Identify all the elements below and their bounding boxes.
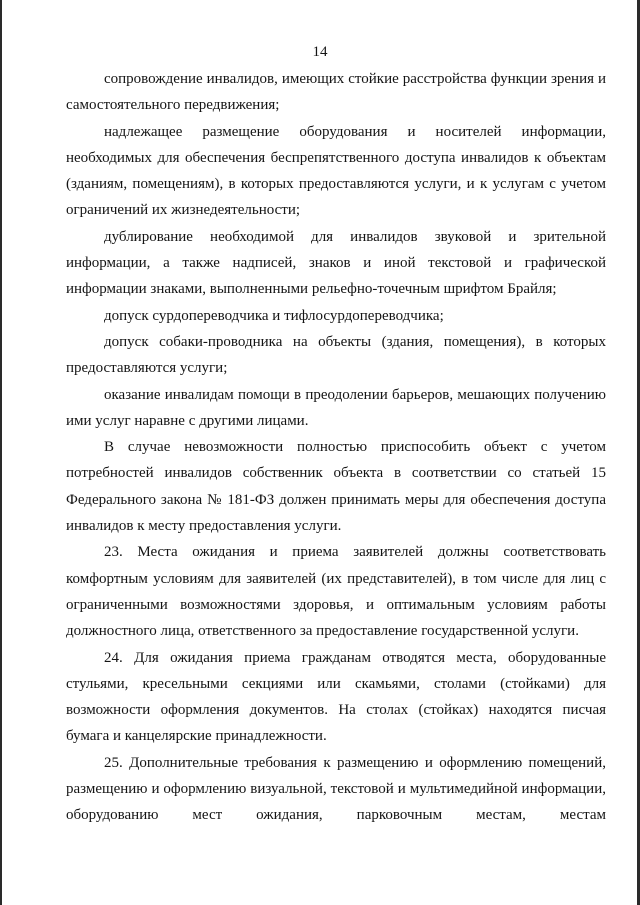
paragraph-sign-interpreter: допуск сурдопереводчика и тифлосурдопереводчика; — [104, 307, 444, 324]
page-number: 14 — [312, 44, 328, 60]
clause-24: 24. Для ожидания приема гражданам отводятся места, оборудованные стульями, кресельными секциями или скамьями, столами (стойками) для возможности оформления документов. На столах (стойках) находятся писчая бумага и канцелярские принадлежности. — [66, 649, 606, 745]
paragraph-braille-duplication: дублирование необходимой для инвалидов звуковой и зрительной информации, а также надписей, знаков и иной текстовой и графической информации знаками, выполненными рельефно-точечным шрифтом Брайля; — [66, 228, 606, 298]
paragraph-equipment-placement: надлежащее размещение оборудования и носителей информации, необходимых для обеспечения беспрепятственного доступа инвалидов к объектам (зданиям, помещениям), в которых предоставляются услуги, и к услугам с учетом ограничений их жизнедеятельности; — [66, 123, 606, 219]
paragraph-assistance: оказание инвалидам помощи в преодолении барьеров, мешающих получению ими услуг наравне с другими лицами. — [66, 386, 606, 429]
clause-23: 23. Места ожидания и приема заявителей должны соответствовать комфортным условиям для заявителей (их представителей), в том числе для лиц с ограниченными возможностями здоровья, и оптимальным условиям работы должностного лица, ответственного за предоставление государственной услуги. — [66, 544, 606, 640]
scan-edge-left — [0, 0, 2, 905]
paragraph-impossibility-case: В случае невозможности полностью приспособить объект с учетом потребностей инвалидов собственник объекта в соответствии со статьей 15 Федерального закона № 181-ФЗ должен принимать меры для обеспечения доступа инвалидов к месту предоставления услуги. — [66, 439, 606, 535]
clause-25: 25. Дополнительные требования к размещению и оформлению помещений, размещению и оформлению визуальной, текстовой и мультимедийной информации, оборудованию мест ожидания, парковочным местам, местам — [66, 754, 606, 824]
paragraph-guide-dog: допуск собаки-проводника на объекты (здания, помещения), в которых предоставляются услуги; — [66, 333, 606, 377]
paragraph-escort: сопровождение инвалидов, имеющих стойкие расстройства функции зрения и самостоятельного передвижения; — [66, 71, 606, 114]
document-body — [66, 66, 606, 829]
